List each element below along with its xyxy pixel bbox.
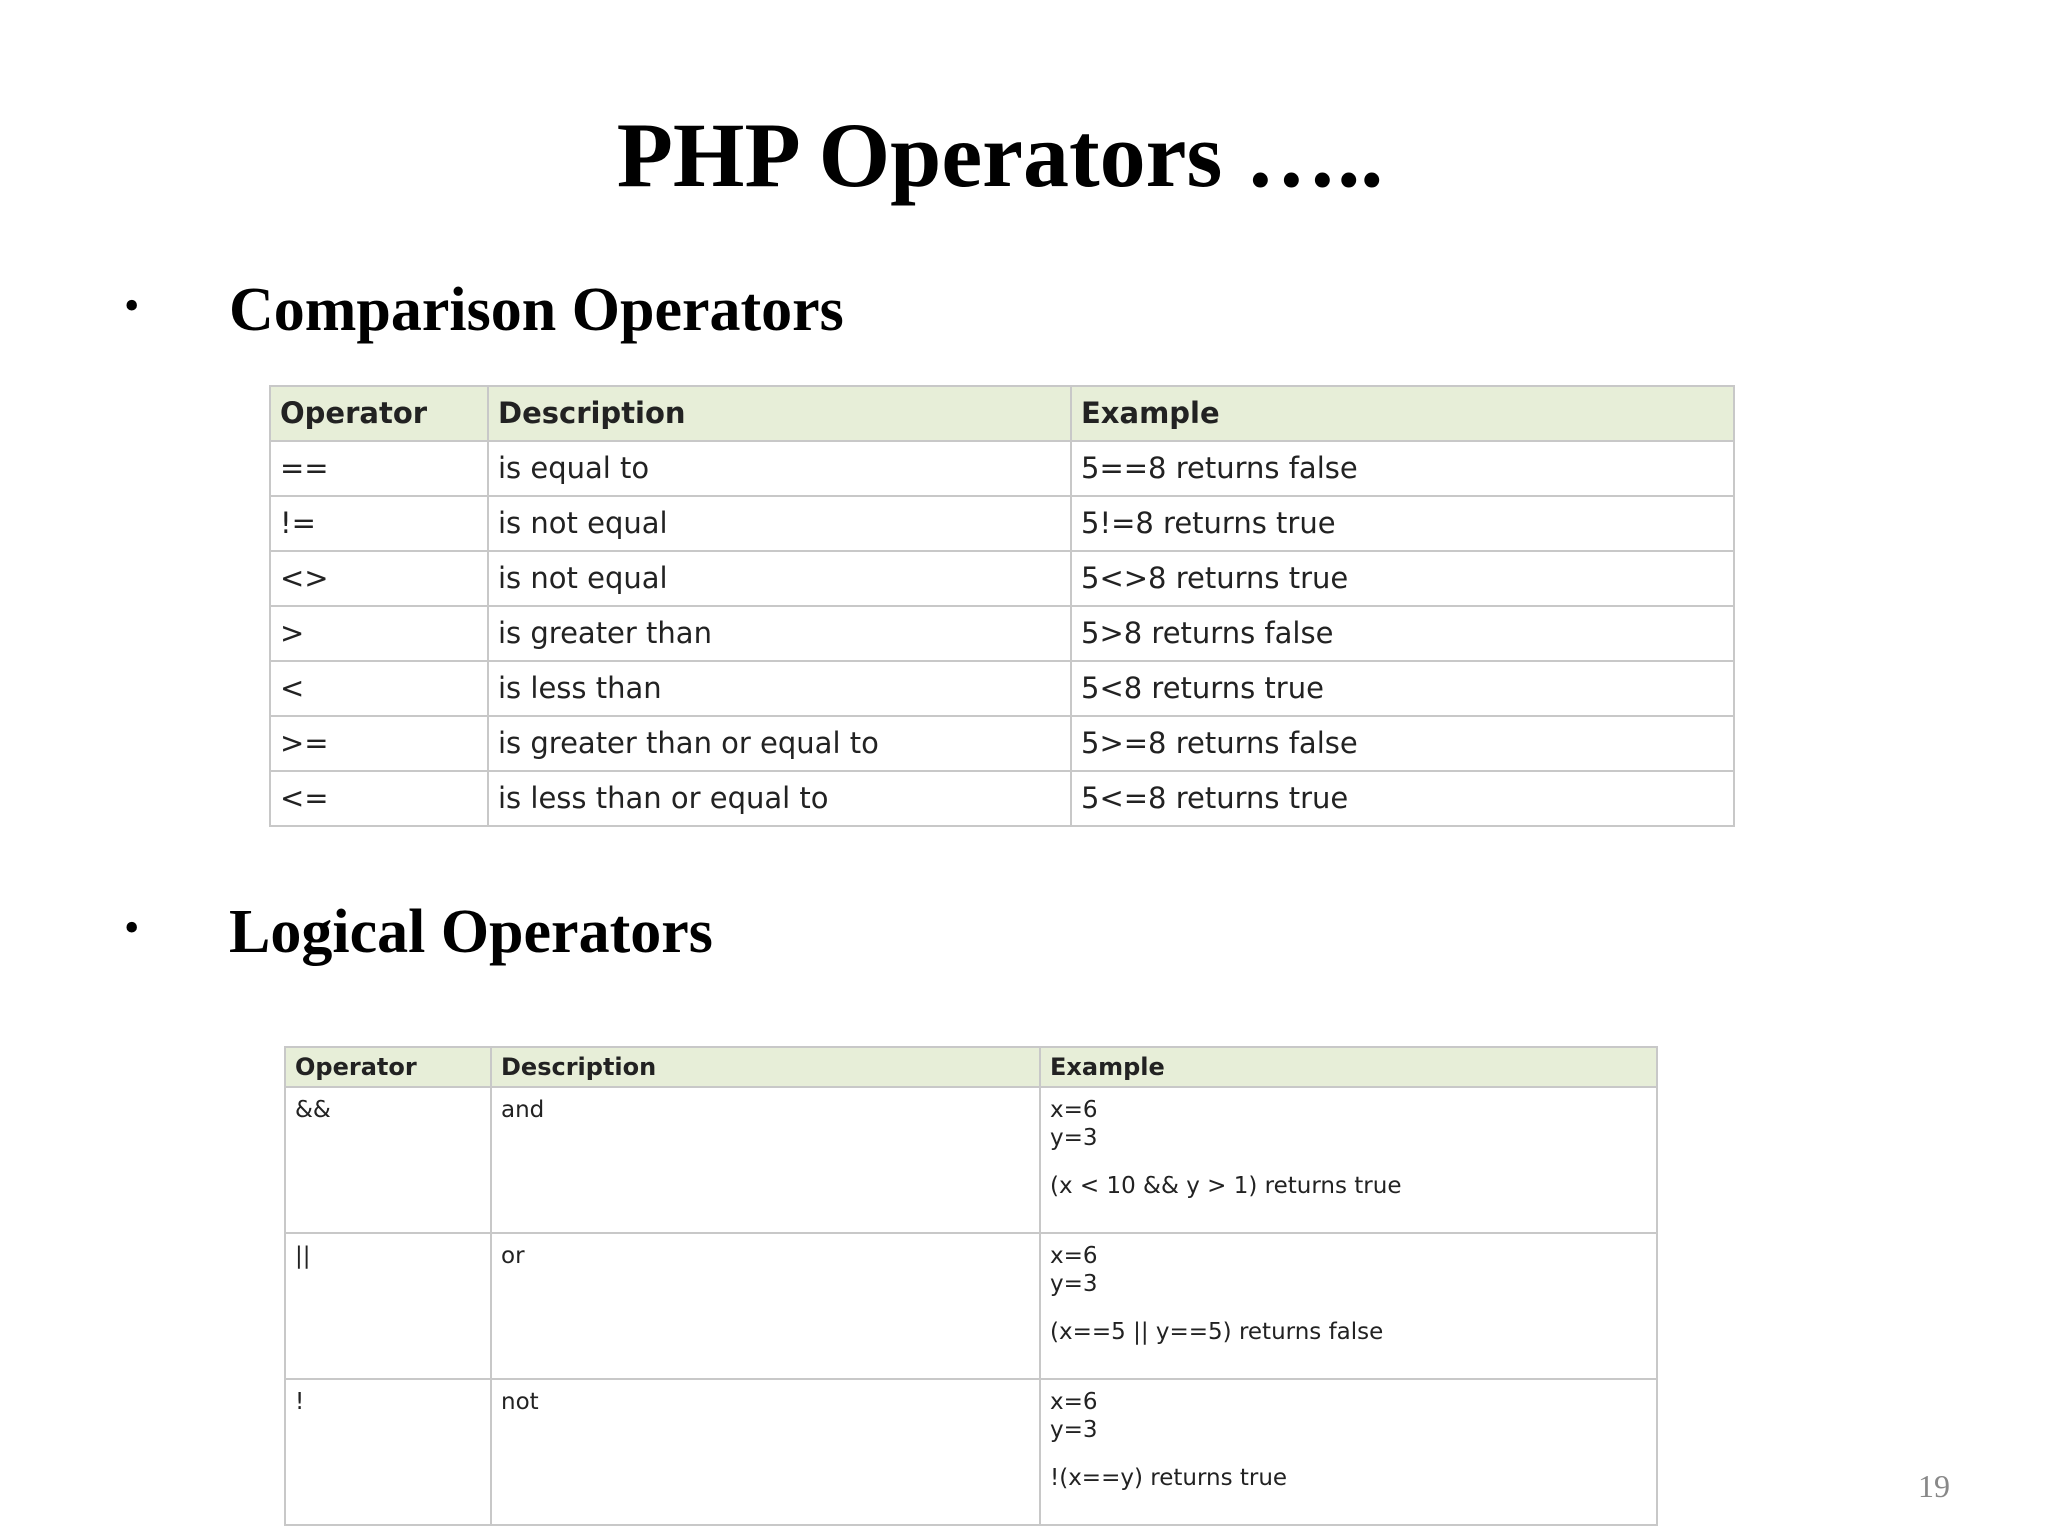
table-row — [270, 606, 1734, 661]
operator-cell: <> — [270, 551, 488, 606]
example-line: y=3 — [1050, 1125, 1098, 1151]
operator-cell: && — [285, 1087, 491, 1233]
example-cell: 5<=8 returns true — [1071, 771, 1734, 826]
example-cell: 5>8 returns false — [1071, 606, 1734, 661]
description-cell: is less than — [488, 661, 1071, 716]
example-result: !(x==y) returns true — [1050, 1465, 1288, 1491]
description-cell: not — [491, 1379, 1040, 1525]
table-row — [270, 771, 1734, 826]
example-cell: 5!=8 returns true — [1071, 496, 1734, 551]
example-cell: 5>=8 returns false — [1071, 716, 1734, 771]
comparison-heading: Comparison Operators — [229, 276, 844, 344]
operator-cell: < — [270, 661, 488, 716]
bullet-icon: • — [124, 281, 140, 330]
example-line: x=6 — [1050, 1097, 1098, 1123]
column-header-description: Description — [488, 386, 1071, 441]
table-header-row — [270, 386, 1734, 441]
description-cell: or — [491, 1233, 1040, 1379]
column-header-operator: Operator — [270, 386, 488, 441]
example-line: y=3 — [1050, 1271, 1098, 1297]
table-row — [285, 1233, 1657, 1379]
table-header-row — [285, 1047, 1657, 1087]
description-cell: is equal to — [488, 441, 1071, 496]
column-header-description: Description — [491, 1047, 1040, 1087]
example-line: y=3 — [1050, 1417, 1098, 1443]
bullet-icon: • — [124, 903, 140, 952]
operator-cell: != — [270, 496, 488, 551]
example-cell: 5==8 returns false — [1071, 441, 1734, 496]
comparison-operators-table — [269, 385, 1735, 827]
logical-operators-table — [284, 1046, 1658, 1526]
example-cell — [1040, 1087, 1657, 1233]
description-cell: is not equal — [488, 496, 1071, 551]
example-result: (x < 10 && y > 1) returns true — [1050, 1173, 1402, 1199]
operator-cell: == — [270, 441, 488, 496]
table-row — [270, 661, 1734, 716]
operator-cell: <= — [270, 771, 488, 826]
description-cell: is not equal — [488, 551, 1071, 606]
table-row — [270, 551, 1734, 606]
operator-cell: > — [270, 606, 488, 661]
table-row — [270, 441, 1734, 496]
description-cell: is greater than or equal to — [488, 716, 1071, 771]
column-header-example: Example — [1040, 1047, 1657, 1087]
table-row — [285, 1087, 1657, 1233]
example-cell — [1040, 1379, 1657, 1525]
description-cell: and — [491, 1087, 1040, 1233]
example-result: (x==5 || y==5) returns false — [1050, 1319, 1384, 1345]
example-cell: 5<8 returns true — [1071, 661, 1734, 716]
description-cell: is less than or equal to — [488, 771, 1071, 826]
example-cell: 5<>8 returns true — [1071, 551, 1734, 606]
example-cell — [1040, 1233, 1657, 1379]
column-header-operator: Operator — [285, 1047, 491, 1087]
example-line: x=6 — [1050, 1243, 1098, 1269]
operator-cell: >= — [270, 716, 488, 771]
table-row — [270, 716, 1734, 771]
table-row — [285, 1379, 1657, 1525]
operator-cell: || — [285, 1233, 491, 1379]
operator-cell: ! — [285, 1379, 491, 1525]
column-header-example: Example — [1071, 386, 1734, 441]
description-cell: is greater than — [488, 606, 1071, 661]
table-row — [270, 496, 1734, 551]
example-line: x=6 — [1050, 1389, 1098, 1415]
slide-title: PHP Operators ….. — [616, 104, 1384, 206]
logical-heading: Logical Operators — [229, 898, 713, 966]
page-number: 19 — [1918, 1468, 1950, 1504]
